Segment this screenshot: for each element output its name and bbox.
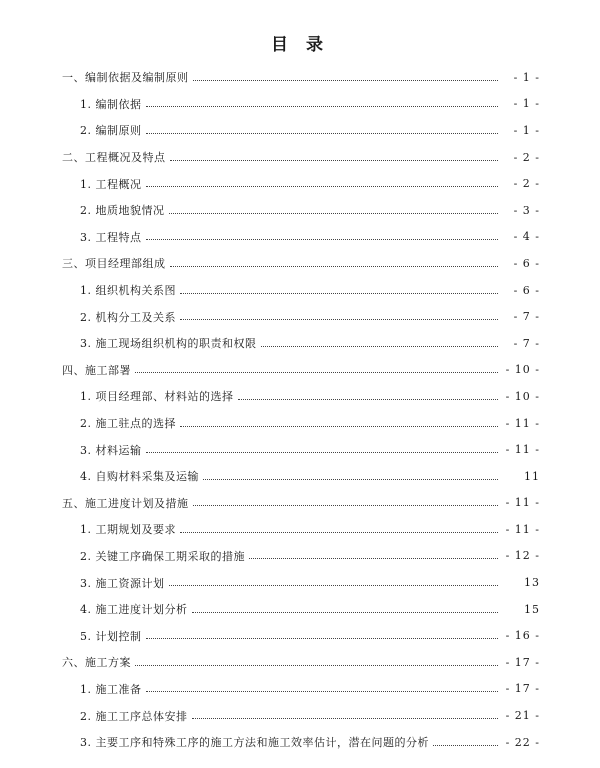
toc-entry-label: 2. 关键工序确保工期采取的措施 (80, 549, 245, 563)
toc-chapter-entry[interactable] (0, 64, 600, 91)
toc-section-entry[interactable] (0, 436, 600, 463)
toc-dot-leader (146, 133, 499, 134)
toc-section-entry[interactable] (0, 91, 600, 118)
toc-entry-label: 1. 组织机构关系图 (80, 284, 176, 298)
toc-entry-page-number: - 10 - (505, 389, 540, 403)
toc-entry-page-number: - 21 - (505, 709, 540, 723)
toc-entry-label: 2. 施工工序总体安排 (80, 709, 188, 723)
toc-chapter-entry[interactable] (0, 250, 600, 277)
toc-section-entry[interactable] (0, 596, 600, 623)
toc-chapter-entry[interactable] (0, 490, 600, 517)
toc-section-entry[interactable] (0, 224, 600, 251)
toc-dot-leader (146, 186, 499, 187)
toc-entry-page-number: - 2 - (513, 177, 540, 191)
toc-entry-label: 5. 计划控制 (80, 629, 142, 643)
toc-dot-leader (146, 239, 499, 240)
toc-entry-label: 1. 项目经理部、材料站的选择 (80, 390, 234, 404)
toc-chapter-entry[interactable] (0, 649, 600, 676)
toc-section-entry[interactable] (0, 197, 600, 224)
toc-entry-label: 四、施工部署 (62, 363, 131, 377)
toc-entry-page-number: 15 (524, 602, 540, 616)
toc-dot-leader (169, 213, 499, 214)
toc-dot-leader (203, 479, 498, 480)
toc-chapter-entry[interactable] (0, 357, 600, 384)
toc-dot-leader (146, 452, 499, 453)
toc-entry-page-number: - 16 - (505, 629, 540, 643)
toc-section-entry[interactable] (0, 702, 600, 729)
toc-entry-label: 3. 主要工序和特殊工序的施工方法和施工效率估计，潜在问题的分析 (80, 736, 429, 750)
toc-entry-page-number: - 12 - (505, 549, 540, 563)
toc-section-entry[interactable] (0, 516, 600, 543)
toc-entry-label: 六、施工方案 (62, 656, 131, 670)
toc-section-entry[interactable] (0, 676, 600, 703)
toc-entry-page-number: - 1 - (513, 70, 540, 84)
toc-list (0, 64, 600, 755)
toc-dot-leader (238, 399, 499, 400)
toc-section-entry[interactable] (0, 463, 600, 490)
toc-dot-leader (180, 426, 498, 427)
toc-dot-leader (193, 80, 499, 81)
toc-section-entry[interactable] (0, 117, 600, 144)
toc-entry-page-number: - 6 - (513, 283, 540, 297)
toc-entry-page-number: - 6 - (513, 256, 540, 270)
toc-section-entry[interactable] (0, 410, 600, 437)
toc-dot-leader (192, 612, 499, 613)
toc-section-entry[interactable] (0, 170, 600, 197)
toc-entry-page-number: - 11 - (505, 416, 540, 430)
toc-section-entry[interactable] (0, 330, 600, 357)
toc-section-entry[interactable] (0, 543, 600, 570)
toc-entry-page-number: - 17 - (505, 655, 540, 669)
toc-dot-leader (170, 160, 499, 161)
toc-entry-label: 4. 自购材料采集及运输 (80, 470, 199, 484)
toc-entry-label: 五、施工进度计划及措施 (62, 496, 189, 510)
toc-dot-leader (433, 745, 498, 746)
toc-entry-page-number: 13 (524, 576, 540, 590)
toc-entry-page-number: - 10 - (505, 363, 540, 377)
toc-entry-label: 二、工程概况及特点 (62, 151, 166, 165)
toc-entry-label: 1. 施工准备 (80, 682, 142, 696)
toc-entry-page-number: - 11 - (505, 522, 540, 536)
toc-dot-leader (146, 691, 499, 692)
toc-entry-page-number: - 11 - (505, 443, 540, 457)
toc-entry-page-number: - 22 - (505, 735, 540, 749)
toc-dot-leader (249, 558, 498, 559)
toc-entry-page-number: - 17 - (505, 682, 540, 696)
toc-entry-page-number: - 3 - (513, 203, 540, 217)
toc-entry-page-number: - 2 - (513, 150, 540, 164)
toc-entry-label: 1. 工期规划及要求 (80, 523, 176, 537)
toc-dot-leader (146, 106, 499, 107)
toc-entry-label: 2. 施工驻点的选择 (80, 417, 176, 431)
toc-section-entry[interactable] (0, 729, 600, 756)
toc-dot-leader (180, 293, 498, 294)
toc-entry-page-number: - 7 - (513, 310, 540, 324)
toc-section-entry[interactable] (0, 383, 600, 410)
toc-dot-leader (169, 585, 499, 586)
toc-chapter-entry[interactable] (0, 144, 600, 171)
toc-section-entry[interactable] (0, 622, 600, 649)
toc-dot-leader (180, 319, 498, 320)
toc-entry-page-number: - 4 - (513, 230, 540, 244)
toc-dot-leader (170, 266, 499, 267)
toc-dot-leader (261, 346, 499, 347)
toc-entry-page-number: - 1 - (513, 97, 540, 111)
toc-dot-leader (192, 718, 499, 719)
toc-dot-leader (193, 505, 499, 506)
toc-dot-leader (180, 532, 498, 533)
toc-entry-label: 一、编制依据及编制原则 (62, 71, 189, 85)
toc-dot-leader (135, 665, 498, 666)
toc-entry-label: 2. 编制原则 (80, 124, 142, 138)
toc-title: 目 录 (271, 35, 329, 55)
toc-section-entry[interactable] (0, 277, 600, 304)
toc-entry-label: 2. 地质地貌情况 (80, 204, 165, 218)
toc-entry-page-number: 11 (524, 469, 540, 483)
toc-dot-leader (146, 638, 499, 639)
toc-entry-label: 3. 工程特点 (80, 230, 142, 244)
toc-entry-page-number: - 7 - (513, 336, 540, 350)
toc-entry-page-number: - 1 - (513, 123, 540, 137)
toc-section-entry[interactable] (0, 303, 600, 330)
toc-entry-label: 2. 机构分工及关系 (80, 310, 176, 324)
toc-entry-label: 三、项目经理部组成 (62, 257, 166, 271)
toc-entry-label: 1. 工程概况 (80, 177, 142, 191)
toc-entry-label: 3. 材料运输 (80, 443, 142, 457)
toc-entry-page-number: - 11 - (505, 496, 540, 510)
toc-entry-label: 1. 编制依据 (80, 97, 142, 111)
toc-entry-label: 4. 施工进度计划分析 (80, 603, 188, 617)
toc-entry-label: 3. 施工资源计划 (80, 576, 165, 590)
toc-dot-leader (135, 372, 498, 373)
toc-section-entry[interactable] (0, 569, 600, 596)
toc-entry-label: 3. 施工现场组织机构的职责和权限 (80, 337, 257, 351)
